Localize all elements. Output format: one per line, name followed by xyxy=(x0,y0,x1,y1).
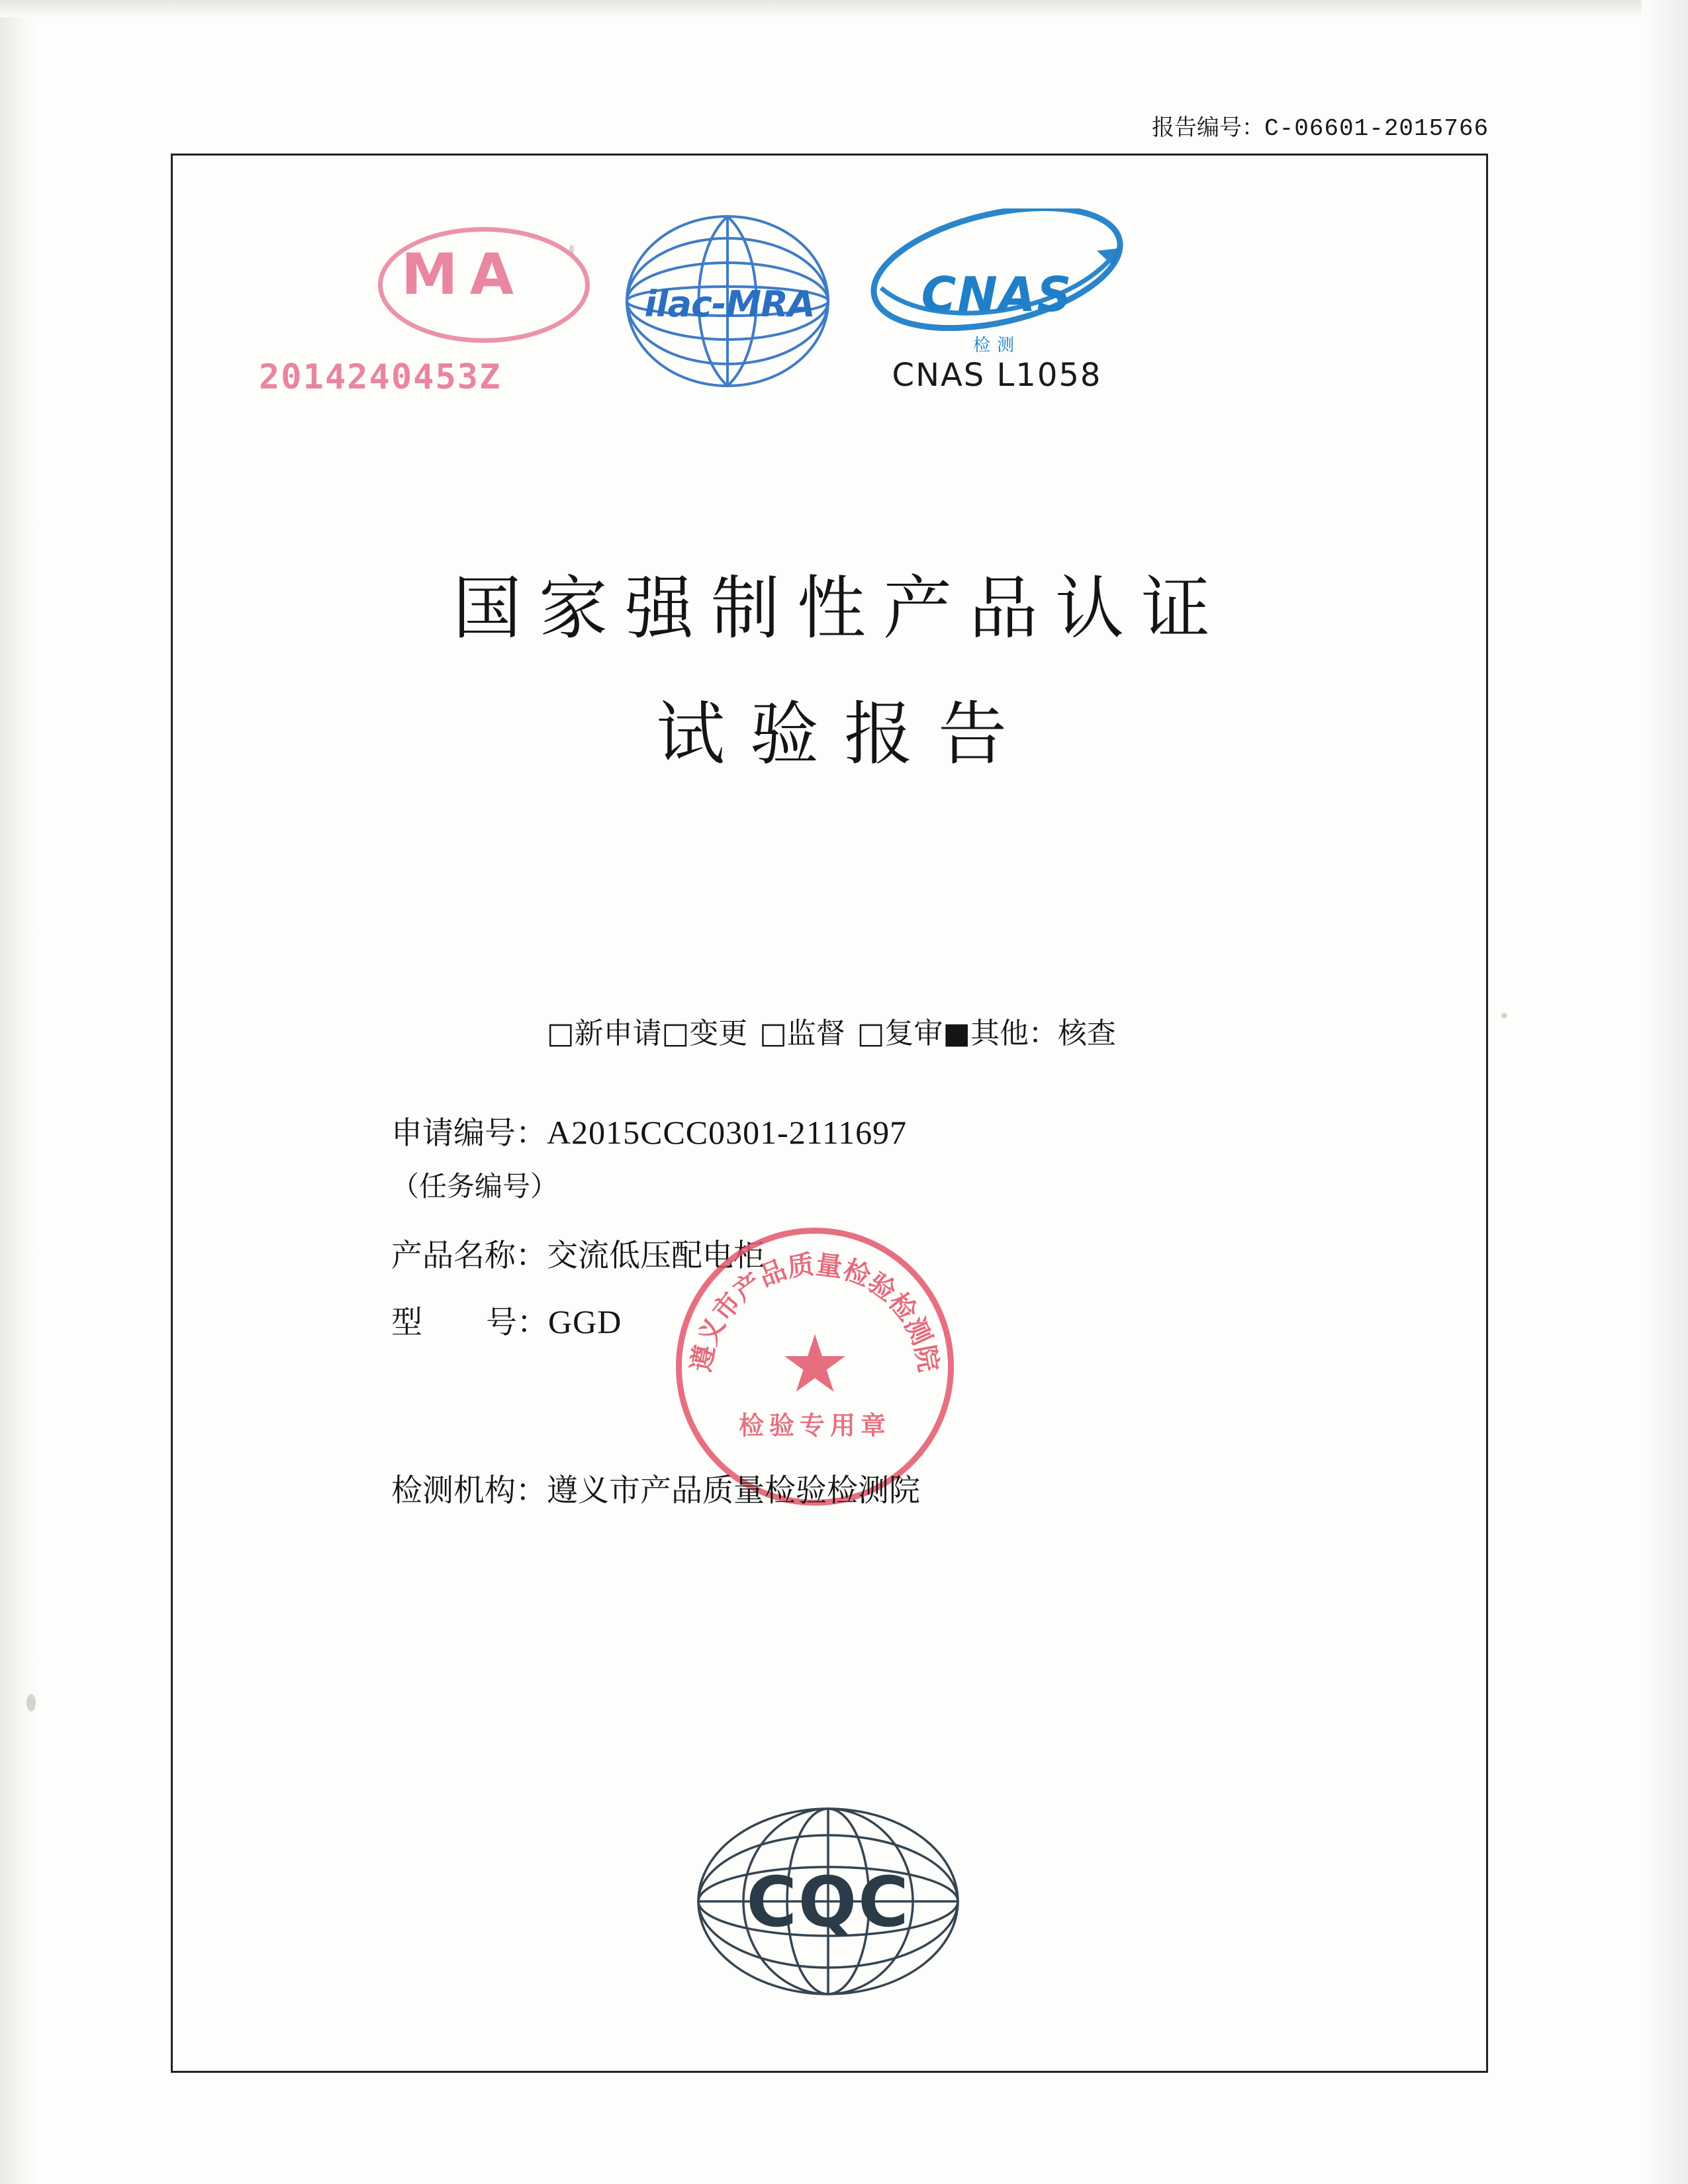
ilac-mra-icon xyxy=(610,212,848,390)
logo-row xyxy=(173,156,1490,433)
field-product-name xyxy=(391,1231,1424,1275)
cnas-code: CNAS L1058 xyxy=(892,357,1102,394)
checkbox-icon-new[interactable] xyxy=(547,1017,575,1050)
cma-mark-label: MA xyxy=(401,242,526,308)
checkbox-icon-supervision[interactable] xyxy=(759,1017,787,1050)
report-number xyxy=(1152,109,1489,142)
checkbox-label-new: 新申请 xyxy=(574,1017,662,1050)
checkbox-label-change: 变更 xyxy=(689,1017,748,1050)
field-value-product-name: 交流低压配电柜 xyxy=(547,1238,765,1274)
field-label-model-1: 型 xyxy=(391,1304,422,1341)
checkbox-icon-review[interactable] xyxy=(857,1017,885,1050)
field-model xyxy=(391,1298,1424,1342)
field-label-product-name: 产品名称： xyxy=(391,1238,547,1274)
checkbox-label-other: 其他：核查 xyxy=(970,1017,1116,1050)
seal-arc-text: 遵义市产品质量检验检测院 xyxy=(686,1250,944,1375)
checkbox-icon-change[interactable] xyxy=(662,1017,690,1050)
field-label-model-2: 号： xyxy=(486,1304,548,1341)
checkbox-option-new[interactable] xyxy=(547,1017,662,1050)
checkbox-label-review: 复审 xyxy=(884,1017,943,1050)
scan-edge-left xyxy=(0,0,40,2184)
cnas-sublabel: 检测 xyxy=(972,336,1021,355)
seal-bottom-text: 检验专用章 xyxy=(738,1411,891,1440)
application-type-checkboxes xyxy=(173,1009,1490,1052)
cnas-label: CNAS xyxy=(921,267,1073,322)
report-number-label: 报告编号： xyxy=(1152,114,1264,141)
checkbox-option-review[interactable] xyxy=(857,1017,943,1050)
field-inspection-org xyxy=(391,1466,920,1510)
field-application-no xyxy=(391,1109,1424,1153)
field-label-inspection-org: 检测机构： xyxy=(391,1473,547,1509)
report-number-value: C-06601-2015766 xyxy=(1264,115,1489,142)
cqc-label: CQC xyxy=(746,1862,910,1942)
document-frame xyxy=(171,154,1488,2073)
ilac-mra-label: ilac-MRA xyxy=(644,283,815,325)
cma-number: 2014240453Z xyxy=(259,357,502,397)
cqc-logo-icon xyxy=(596,1803,1060,2002)
field-label-application-no: 申请编号： xyxy=(391,1115,547,1152)
checkbox-option-change[interactable] xyxy=(662,1017,748,1050)
seal-star-icon: ★ xyxy=(779,1320,851,1409)
field-value-inspection-org: 遵义市产品质量检验检测院 xyxy=(547,1473,920,1509)
field-value-application-no: A2015CCC0301-2111697 xyxy=(547,1114,908,1151)
scan-edge-top xyxy=(0,0,1688,17)
page-title: 国家强制性产品认证 xyxy=(452,568,1227,649)
scan-speck xyxy=(26,1694,36,1711)
cnas-logo-icon xyxy=(855,208,1159,407)
checkbox-option-supervision[interactable] xyxy=(759,1017,845,1050)
scan-edge-right xyxy=(1642,0,1688,2184)
field-value-model: GGD xyxy=(548,1303,622,1340)
scan-speck xyxy=(1501,1013,1507,1019)
checkbox-icon-other[interactable] xyxy=(943,1017,970,1050)
page-subtitle: 试验报告 xyxy=(655,694,1032,774)
cma-seal-icon xyxy=(259,222,570,414)
field-note-task-no: （任务编号） xyxy=(391,1170,559,1203)
checkbox-option-other[interactable] xyxy=(943,1017,1116,1050)
field-list xyxy=(391,1109,1424,1365)
checkbox-label-supervision: 监督 xyxy=(786,1017,845,1050)
